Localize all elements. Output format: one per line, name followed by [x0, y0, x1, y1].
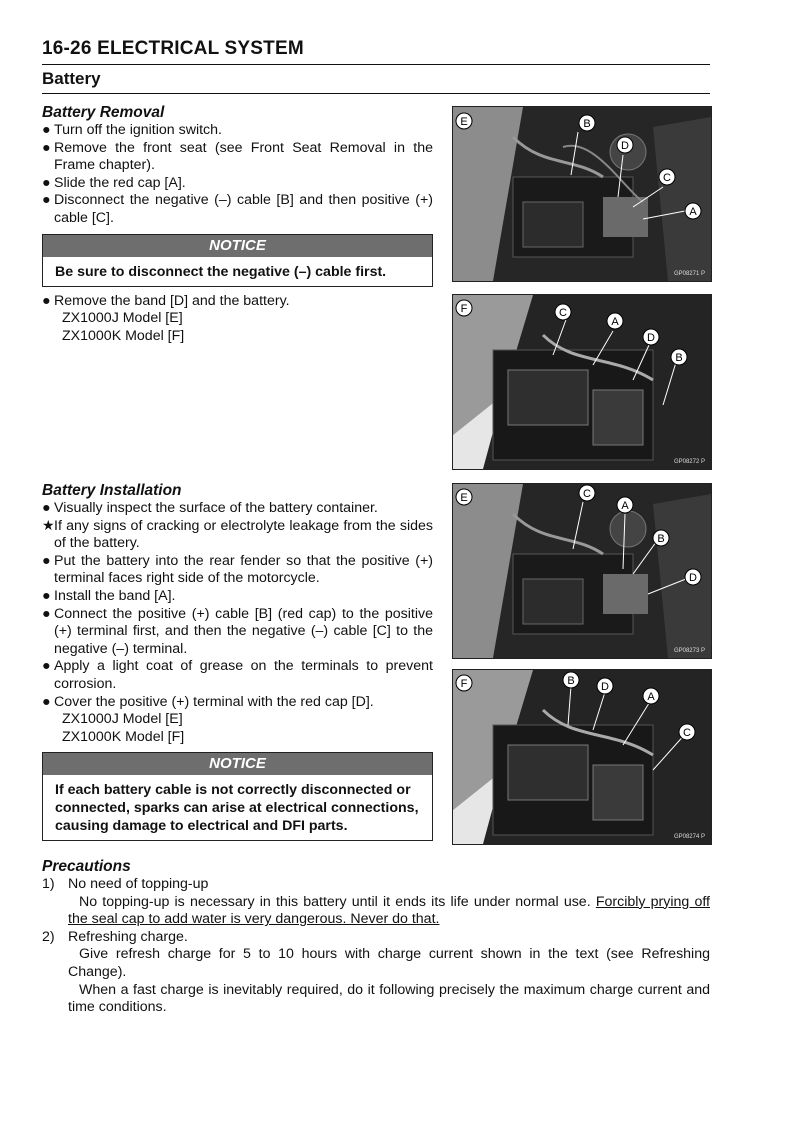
precaution-text: When a fast charge is inevitably required, do it following precisely the maximum charge current and time conditions. — [68, 981, 710, 1016]
callout-label: B — [675, 352, 683, 364]
callout-label: C — [559, 307, 567, 319]
page-title: 16-26 ELECTRICAL SYSTEM — [42, 38, 304, 59]
notice-text: Be sure to disconnect the negative (–) cable first. — [55, 263, 387, 280]
removal-notice — [42, 234, 433, 287]
removal-step: ● Remove the band [D] and the battery. — [42, 292, 290, 309]
callout-label: B — [567, 675, 575, 687]
installation-check: ★ If any signs of cracking or electrolyte leakage from the sides of the battery. — [42, 517, 433, 552]
callout-label: C — [663, 172, 671, 184]
battery-photo-e-installation — [452, 483, 712, 659]
removal-step: ● Disconnect the negative (–) cable [B] and then positive (+) cable [C]. — [42, 192, 433, 226]
photo-illustration — [453, 295, 711, 469]
removal-title: Battery Removal — [42, 104, 165, 121]
installation-step: ● Put the battery into the rear fender so that the positive (+) terminal faces right side of the motorcycle. — [42, 552, 433, 587]
model-label: ZX1000J Model [E] — [62, 310, 183, 327]
callout-label: A — [647, 691, 655, 703]
installation-step: ● Apply a light coat of grease on the terminals to prevent corrosion. — [42, 658, 433, 692]
header-rule — [42, 64, 710, 65]
model-label: ZX1000K Model [F] — [62, 327, 185, 344]
removal-section — [42, 104, 433, 345]
figure-code: GP08272 P — [673, 459, 705, 465]
panel-letter: F — [460, 303, 468, 315]
photo-illustration — [453, 670, 711, 844]
callout-label: A — [621, 500, 629, 512]
battery-photo-f-installation — [452, 669, 712, 845]
notice-title: NOTICE — [43, 753, 432, 775]
callout-label: B — [583, 118, 591, 130]
installation-step: ● Connect the positive (+) cable [B] (red cap) to the positive (+) terminal first, and then the negative (–) cable [C] to the negative (–) terminal. — [42, 605, 433, 657]
installation-title: Battery Installation — [42, 482, 182, 499]
callout-label: A — [689, 206, 697, 218]
callout-label: B — [657, 533, 665, 545]
callout-label: C — [683, 727, 691, 739]
photo-illustration — [453, 107, 711, 281]
precautions-title: Precautions — [42, 858, 131, 875]
precautions-section — [42, 858, 710, 1017]
photo-illustration — [453, 484, 711, 658]
removal-step: ● Remove the front seat (see Front Seat Removal in the Frame chapter). — [42, 139, 433, 174]
figure-code: GP08273 P — [673, 648, 705, 654]
callout-label: A — [611, 316, 619, 328]
panel-letter: E — [460, 492, 468, 504]
precaution-item: 2) Refreshing charge. — [42, 928, 188, 945]
panel-letter: F — [460, 678, 468, 690]
installation-step: ● Cover the positive (+) terminal with the red cap [D]. — [42, 693, 374, 710]
panel-letter: E — [460, 116, 468, 128]
precaution-text: No topping-up is necessary in this battery until it ends its life under normal use. Forcibly prying off the seal cap to add water is very dangerous. Never do that. — [68, 893, 710, 928]
precaution-item: 1) No need of topping-up — [42, 876, 209, 892]
removal-step: ● Turn off the ignition switch. — [42, 122, 222, 138]
installation-step: ● Install the band [A]. — [42, 587, 176, 604]
callout-label: D — [689, 572, 697, 584]
notice-title: NOTICE — [43, 235, 432, 257]
precaution-text: Give refresh charge for 5 to 10 hours with charge current shown in the text (see Refreshing Change). — [68, 946, 710, 980]
model-label: ZX1000K Model [F] — [62, 728, 185, 745]
battery-photo-e-removal — [452, 106, 712, 282]
warning-text: Forcibly prying off the seal cap to add water is very dangerous. Never do that. — [68, 893, 710, 928]
section-title: Battery — [42, 69, 101, 88]
notice-text: If each battery cable is not correctly disconnected or connected, sparks can arise at electrical connections, causing damage to electrical and DFI parts. — [55, 782, 419, 835]
callout-label: D — [647, 332, 655, 344]
battery-photo-f-removal — [452, 294, 712, 470]
installation-notice — [42, 752, 433, 841]
figure-code: GP08271 P — [673, 271, 705, 277]
page-header — [42, 38, 710, 94]
model-label: ZX1000J Model [E] — [62, 711, 183, 728]
callout-label: C — [583, 488, 591, 500]
removal-step: ● Slide the red cap [A]. — [42, 174, 186, 191]
callout-label: D — [621, 140, 629, 152]
installation-step: ● Visually inspect the surface of the battery container. — [42, 500, 378, 516]
installation-section — [42, 482, 433, 841]
callout-label: D — [601, 681, 609, 693]
section-rule — [42, 93, 710, 94]
figure-code: GP08274 P — [673, 834, 705, 840]
